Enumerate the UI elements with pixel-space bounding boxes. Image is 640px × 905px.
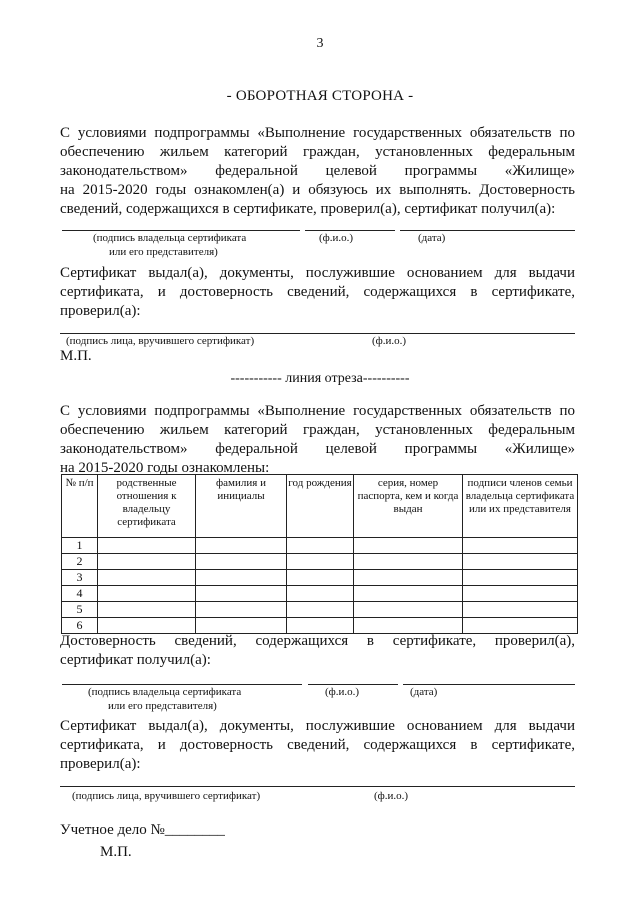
relation-cell[interactable] [98,554,196,570]
text-line: обеспечению жильем категорий граждан, установленных федеральным [60,422,575,438]
section1-intro [60,124,575,219]
birth-year-cell[interactable] [287,538,354,554]
name-cell[interactable] [196,554,287,570]
text-line: Сертификат выдал(а), документы, послужившие основанием для выдачи [60,718,575,734]
seal-placeholder: М.П. [100,844,132,860]
signature-cell[interactable] [463,602,578,618]
owner-signature-caption-2: или его представителя) [109,246,218,258]
text-line: проверил(а): [60,303,141,319]
text-line: Достоверность сведений, содержащихся в сертификате, проверил(а), [60,633,575,649]
table-row [62,570,578,586]
issuer-signature-line [60,333,575,334]
passport-cell[interactable] [354,554,463,570]
page-number: 3 [316,36,324,51]
text-line: сведений, содержащихся в сертификате, проверил(а), сертификат получил(а): [60,201,556,217]
signature-cell[interactable] [463,554,578,570]
passport-cell[interactable] [354,570,463,586]
name-cell[interactable] [196,538,287,554]
text-line: Сертификат выдал(а), документы, послужившие основанием для выдачи [60,265,575,281]
table-row [62,554,578,570]
text-line: сертификат получил(а): [60,652,211,668]
signature-line [62,230,300,231]
passport-cell[interactable] [354,586,463,602]
passport-cell[interactable] [354,538,463,554]
signature-line [62,684,302,685]
row-number: 6 [62,618,98,634]
section1-issued [60,264,575,321]
cut-line: ----------- линия отреза---------- [230,371,410,386]
relation-cell[interactable] [98,538,196,554]
table-row [62,538,578,554]
passport-cell[interactable] [354,602,463,618]
text-line: законодательством» федеральной целевой программы «Жилище» [60,163,575,179]
text-line: законодательством» федеральной целевой программы «Жилище» [60,441,575,457]
name-cell[interactable] [196,602,287,618]
account-number: Учетное дело №________ [60,822,225,838]
column-header-passport: серия, номер паспорта, кем и когда выдан [354,475,463,538]
signature-cell[interactable] [463,538,578,554]
signature-cell[interactable] [463,570,578,586]
column-header-name: фамилия и инициалы [196,475,287,538]
text-line: проверил(а): [60,756,141,772]
owner-signature-caption: (подпись владельца сертификата [93,232,247,244]
text-line: сертификата, и достоверность сведений, содержащихся в сертификате, [60,737,575,753]
issuer-signature-line [60,786,575,787]
row-number: 4 [62,586,98,602]
column-header-relation: родственные отношения к владельцу сертификата [98,475,196,538]
owner-signature-caption-2: или его представителя) [108,700,217,712]
section2-issued [60,717,575,774]
birth-year-cell[interactable] [287,570,354,586]
fio-line [308,684,398,685]
column-header-number: № п/п [62,475,98,538]
owner-signature-caption: (подпись владельца сертификата [88,686,242,698]
text-line: С условиями подпрограммы «Выполнение государственных обязательств по [60,403,575,419]
table-header-row [62,475,578,538]
issuer-signature-caption: (подпись лица, вручившего сертификат) [66,335,255,347]
birth-year-cell[interactable] [287,554,354,570]
seal-placeholder: М.П. [60,348,92,364]
column-header-birth-year: год рождения [287,475,354,538]
table-row [62,602,578,618]
row-number: 1 [62,538,98,554]
relation-cell[interactable] [98,570,196,586]
section2-intro [60,402,575,478]
date-line [403,684,575,685]
relation-cell[interactable] [98,602,196,618]
text-line: на 2015-2020 годы ознакомлен(а) и обязуюсь их выполнять. Достоверность [60,182,575,198]
name-cell[interactable] [196,570,287,586]
date-caption: (дата) [410,686,438,698]
issuer-fio-caption: (ф.и.о.) [374,790,409,802]
birth-year-cell[interactable] [287,602,354,618]
fio-line [305,230,395,231]
text-line: сертификата, и достоверность сведений, содержащихся в сертификате, [60,284,575,300]
text-line: обеспечению жильем категорий граждан, установленных федеральным [60,144,575,160]
date-line [400,230,575,231]
text-line: С условиями подпрограммы «Выполнение государственных обязательств по [60,125,575,141]
column-header-signatures: подписи членов семьи владельца сертификата или их представителя [463,475,578,538]
family-members-table [61,474,578,634]
document-title: - ОБОРОТНАЯ СТОРОНА - [226,88,414,104]
birth-year-cell[interactable] [287,586,354,602]
section2-verified [60,632,575,670]
issuer-fio-caption: (ф.и.о.) [372,335,407,347]
date-caption: (дата) [418,232,446,244]
relation-cell[interactable] [98,586,196,602]
name-cell[interactable] [196,586,287,602]
signature-cell[interactable] [463,586,578,602]
row-number: 5 [62,602,98,618]
row-number: 3 [62,570,98,586]
table-row [62,586,578,602]
issuer-signature-caption: (подпись лица, вручившего сертификат) [72,790,261,802]
fio-caption: (ф.и.о.) [325,686,360,698]
fio-caption: (ф.и.о.) [319,232,354,244]
text-line: на 2015-2020 годы ознакомлены: [60,460,270,476]
row-number: 2 [62,554,98,570]
